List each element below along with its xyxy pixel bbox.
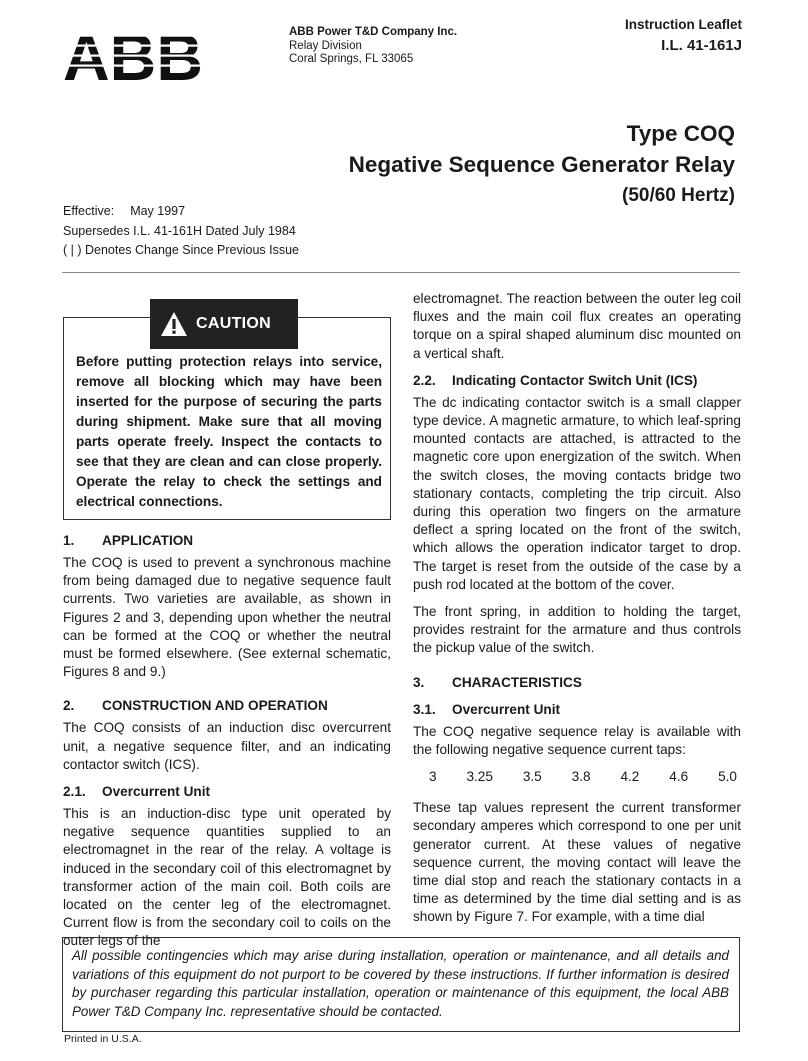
section-heading-construction: 2. CONSTRUCTION AND OPERATION	[63, 698, 328, 714]
leaflet-id	[625, 16, 742, 58]
section-heading-application: 1. APPLICATION	[63, 533, 194, 548]
company-address: Coral Springs, FL 33065	[289, 53, 414, 65]
supersedes-note: Supersedes I.L. 41-161H Dated July 1984	[63, 223, 296, 238]
disclaimer-box: All possible contingencies which may arise during installation, operation or maintenance, and all details and variations of this equipment do not purport to be covered by these instructions. If further information is desired by purchaser regarding this particular installation, operation or maintenance of this equipment, the local ABB Power T&D Company Inc. representative should be contacted.	[62, 937, 740, 1032]
section-text-ics-1: The dc indicating contactor switch is a small clapper type device. A magnetic armature, to which leaf-spring mounted contacts are attached, is attracted to the magnetic core upon energization of the switch. When the switch closes, the moving contacts bridge two stationary contacts, completing the trip circuit. Also during this operation two fingers on the armature deflect a spring located on the front of the switch, which allows the operation indicator target to drop. The target is reset from the outside of the case by a push rod located at the bottom of the cover.	[413, 394, 741, 592]
tap-value: 4.6	[669, 769, 689, 785]
caution-header	[150, 299, 298, 349]
section-heading-characteristics: 3. CHARACTERISTICS	[413, 674, 582, 690]
effective-label: Effective:	[63, 204, 115, 218]
caution-text: Before putting protection relays into service, remove all blocking which may have been inserted for the purpose of securing the parts during shipment. Make sure that all moving parts operate freely. Inspect the contacts to see that they are clean and can close properly. Operate the relay to check the settings and electrical connections.	[76, 354, 382, 509]
caution-box	[63, 317, 391, 520]
section-text-overcurrent-unit: This is an induction-disc type unit operated by negative sequence quantities supplied to an electromagnet in the rear of the relay. A voltage is induced in the secondary coil of this electromagnet by transformer action of the main coil. Both coils are located on the center leg of the electromagnet. Current flow is from the secondary coil to coils on the outer legs of the	[63, 806, 391, 949]
title-line-3: (50/60 Hertz)	[622, 185, 735, 206]
left-column	[63, 290, 391, 960]
company-division: Relay Division	[289, 39, 362, 52]
section-text-construction: The COQ consists of an induction disc overcurrent unit, a negative sequence filter, and an indicating contactor switch (ICS).	[63, 720, 391, 772]
document-meta	[63, 202, 299, 261]
title-line-1: Type COQ	[626, 121, 735, 146]
section-text-overcurrent-unit-continued: electromagnet. The reaction between the outer leg coil fluxes and the main coil flux creates an operating torque on a spiral shaped aluminum disc mounted on a vertical shaft.	[413, 291, 741, 361]
right-column	[413, 290, 741, 936]
section-text-ics-2: The front spring, in addition to holding the target, provides restraint for the armature and thus controls the pickup value of the switch.	[413, 604, 741, 656]
document-title	[280, 120, 735, 210]
company-name: ABB Power T&D Company Inc.	[289, 26, 458, 38]
tap-value: 3.8	[571, 769, 591, 785]
tap-value: 4.2	[620, 769, 640, 785]
section-heading-overcurrent-unit-char: 3.1. Overcurrent Unit	[413, 701, 561, 717]
leaflet-label: Instruction Leaflet	[624, 17, 742, 32]
section-text-taps-detail: These tap values represent the current transformer secondary amperes which correspond to one per unit generator current. At these values of negative sequence current, the moving contact will leave the time dial stop and reach the stationary contacts in a time as determined by the time dial setting and is as shown by Figure 7. For example, with a time dial	[413, 800, 741, 925]
printed-note: Printed in U.S.A.	[64, 1033, 142, 1045]
section-text-application: The COQ is used to prevent a synchronous machine from being damaged due to negative sequence fault currents. Two varieties are available, as shown in Figures 2 and 3, depending upon whether the neutral can be formed at the COQ or whether the neutral must be formed elsewhere. (See external schematic, Figures 8 and 9.)	[63, 555, 391, 680]
change-note: ( | ) Denotes Change Since Previous Issue	[63, 243, 300, 257]
section-text-taps-intro: The COQ negative sequence relay is available with the following negative sequence current taps:	[413, 723, 741, 757]
leaflet-number: I.L. 41-161J	[661, 37, 742, 54]
effective-date: May 1997	[130, 204, 186, 218]
header-divider	[62, 272, 740, 273]
section-heading-ics: 2.2. Indicating Contactor Switch Unit (ICS)	[413, 372, 698, 388]
tap-value: 3	[429, 769, 437, 785]
tap-value: 3.5	[522, 769, 542, 785]
abb-logo	[62, 24, 204, 86]
tap-value: 5.0	[718, 769, 737, 785]
tap-values	[413, 768, 741, 786]
title-line-2: Negative Sequence Generator Relay	[348, 152, 735, 177]
caution-label: CAUTION	[196, 315, 271, 332]
warning-icon	[160, 311, 188, 337]
section-heading-overcurrent-unit: 2.1. Overcurrent Unit	[63, 784, 211, 800]
tap-value: 3.25	[466, 769, 493, 785]
company-block	[289, 26, 457, 67]
